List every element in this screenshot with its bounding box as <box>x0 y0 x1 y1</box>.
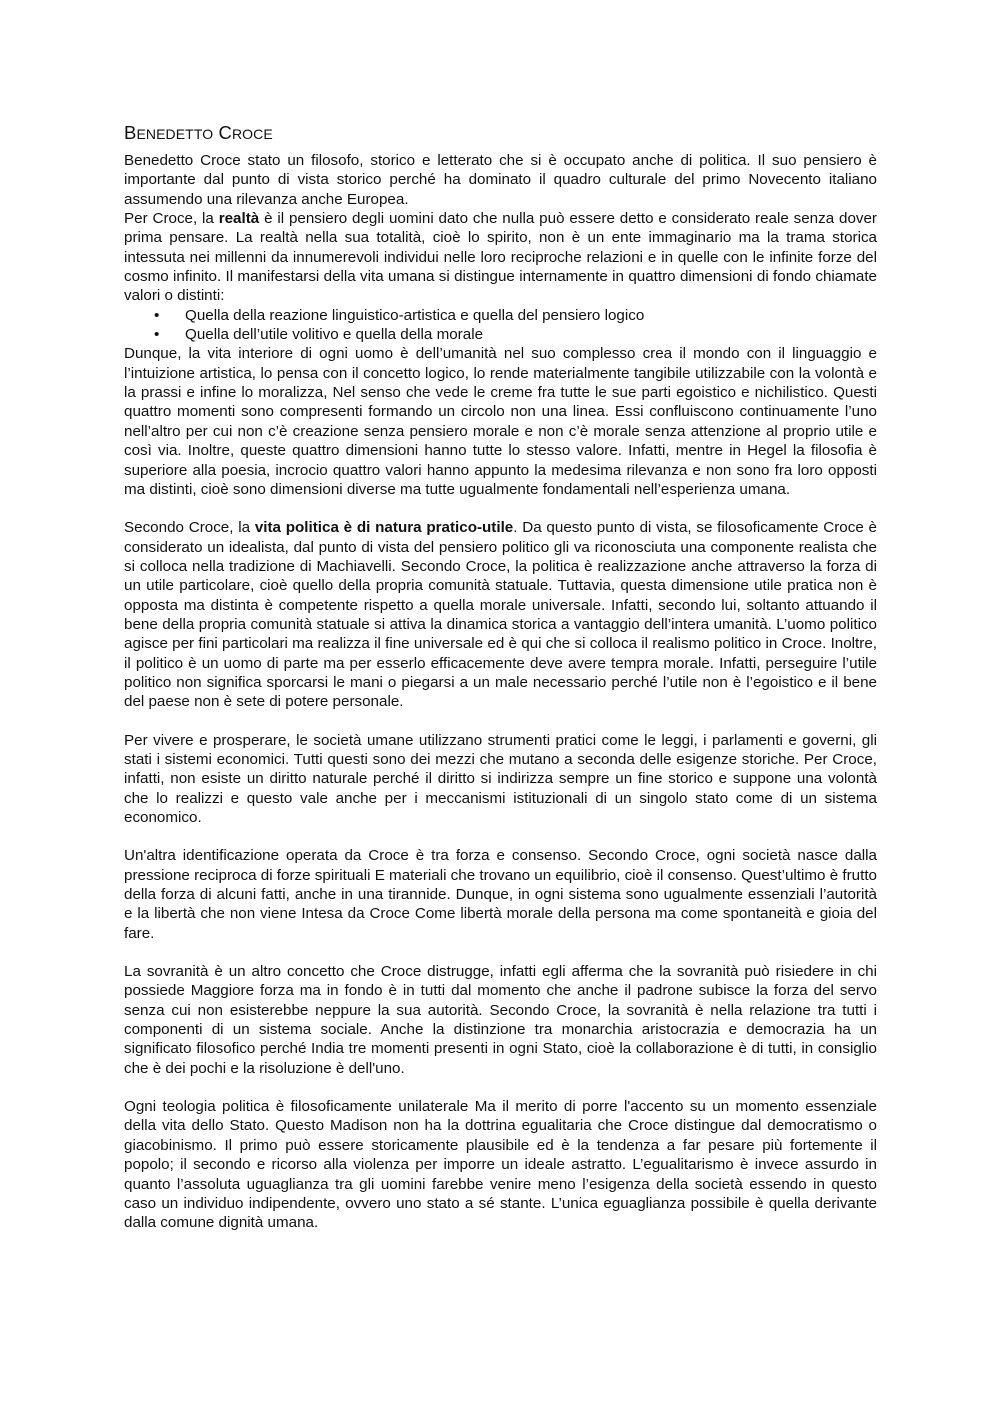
title-initial-c: C <box>218 122 232 143</box>
paragraph-sovranita: La sovranità è un altro concetto che Croce distrugge, infatti egli afferma che la sovranità può risiedere in chi possiede Maggiore forza ma in fondo è in tutti dal momento che anche il padrone subisce la forza del servo senza cui non esisterebbe neppure la sua autorità. Secondo Croce, la sovranità è nella relazione tra tutti i componenti di un sistema sociale. Anche la distinzione tra monarchia aristocrazia e democrazia ha un significato filosofico perché India tre momenti presenti in ogni Stato, cioè la collaborazione è di tutti, in consiglio che è dei pochi e la risoluzione è dell'uno. <box>124 963 877 1077</box>
paragraph-vita-politica <box>124 518 877 711</box>
title-rest-benedetto: ENEDETTO <box>136 126 214 142</box>
paragraph-gap <box>124 499 877 518</box>
paragraph-vita-politica-text-a: Secondo Croce, la <box>124 519 255 537</box>
bullet-icon: • <box>154 326 160 344</box>
term-realta: realtà <box>218 210 260 228</box>
title-initial-b: B <box>124 122 137 143</box>
paragraph-vita-interiore: Dunque, la vita interiore di ogni uomo è dell’umanità nel suo complesso crea il mondo con il linguaggio e l’intuizione artistica, lo pensa con il concetto logico, lo rende materialmente tangibile utilizzabile con la volontà e la prassi e infine lo moralizza, Nel senso che vede le creme fra tutte le sue parti egoistico e nichilistico. Questi quattro momenti sono compresenti formando un circolo non una linea. Essi confluiscono continuamente l’uno nell’altro per cui non c’è creazione senza pensiero morale e non c’è morale senza attenzione al proprio utile e così via. Inoltre, queste quattro dimensioni hanno tutte lo stesso valore. Infatti, mentre in Hegel la filosofia è superiore alla poesia, incrocio quattro valori hanno appunto la medesima rilevanza e non sono fra loro opposti ma distinti, cioè sono dimensioni diverse ma tutte ugualmente fondamentali nell’esperienza umana. <box>124 345 877 498</box>
distinti-list <box>124 306 877 345</box>
title-rest-croce: ROCE <box>231 126 273 142</box>
paragraph-forza-consenso: Un'altra identificazione operata da Croce è tra forza e consenso. Secondo Croce, ogni società nasce dalla pressione reciproca di forze spirituali E materiali che trovano un equilibrio, cioè il consenso. Quest’ultimo è frutto della forza di alcuni fatti, anche in una tirannide. Dunque, in ogni sistema sono ugualmente essenziali l’autorità e la libertà che non viene Intesa da Croce Come libertà morale della persona ma come spontaneità e gioia del fare. <box>124 847 877 942</box>
paragraph-gap <box>124 943 877 962</box>
paragraph-realta-text-a: Per Croce, la <box>124 210 219 228</box>
list-item-text: Quella dell’utile volitivo e quella della morale <box>185 326 484 344</box>
paragraph-realta <box>124 209 877 306</box>
bullet-icon: • <box>154 306 160 324</box>
paragraph-teologia-politica: Ogni teologia politica è filosoficamente unilaterale Ma il merito di porre l'accento su un momento essenziale della vita dello Stato. Questo Madison non ha la dottrina egualitaria che Croce distingue dal democratismo o giacobinismo. Il primo può essere storicamente plausibile ed è la tendenza a far pesare più fortemente il popolo; il secondo e ricorso alla violenza per imporre un ideale astratto. L’egualitarismo è invece assurdo in quanto l’assoluta uguaglianza tra gli uomini farebbe venire meno l’esigenza della società essendo in questo caso un individuo indipendente, ovvero uno stato a sé stante. L’unica eguaglianza possibile è quella derivante dalla comune dignità umana. <box>124 1098 877 1232</box>
paragraph-strumenti-pratici: Per vivere e prosperare, le società umane utilizzano strumenti pratici come le leggi, i parlamenti e governi, gli stati i sistemi economici. Tutti questi sono dei mezzi che mutano a seconda delle esigenze storiche. Per Croce, infatti, non esiste un diritto naturale perché il diritto si indirizza sempre un fine storico e suppone una volontà che lo realizzi e questo vale anche per i meccanismi istituzionali di un singolo stato come di un sistema economico. <box>124 731 877 826</box>
list-item-text: Quella della reazione linguistico-artistica e quella del pensiero logico <box>185 306 645 324</box>
paragraph-gap <box>124 712 877 731</box>
paragraph-gap <box>124 827 877 846</box>
paragraph-realta-text-b: è il pensiero degli uomini dato che nulla può essere detto e considerato reale senza dover prima pensare. La realtà nella sua totalità, cioè lo spirito, non è un ente immaginario ma la trama storica intessuta nei millenni da innumerevoli individui nelle loro reciproche relazioni e in quelle con le infinite forze del cosmo infinito. Il manifestarsi della vita umana si distingue internamente in quattro dimensioni di fondo chiamate valori o distinti: <box>124 210 877 305</box>
paragraph-intro: Benedetto Croce stato un filosofo, storico e letterato che si è occupato anche di politica. Il suo pensiero è importante dal punto di vista storico perché ha dominato il quadro culturale del primo Novecento italiano assumendo una rilevanza anche Europea. <box>124 152 877 208</box>
paragraph-vita-politica-text-b: . Da questo punto di vista, se filosoficamente Croce è considerato un idealista, dal punto di vista del pensiero politico gli va riconosciuta una componente realista che si colloca nella tradizione di Machiavelli. Secondo Croce, la politica è realizzazione anche attraverso la forza di un utile particolare, cioè quello della propria comunità statuale. Tuttavia, questa dimensione utile pratica non è opposta ma distinta è competente rispetto a quella morale universale. Infatti, secondo lui, soltanto attuando il bene della propria comunità statuale si attiva la dinamica storica a vantaggio dell’intera umanità. L’uomo politico agisce per fini particolari ma realizza il fine universale ed è qui che si colloca il realismo politico in Croce. Inoltre, il politico è un uomo di parte ma per esserlo efficacemente deve avere tempra morale. Infatti, perseguire l’utile politico non significa sporcarsi le mani o piegarsi a un male necessario perché l’utile non è l’egoistico e il bene del paese non è sete di potere personale. <box>124 519 877 711</box>
list-item <box>124 306 877 325</box>
paragraph-gap <box>124 1078 877 1097</box>
term-vita-politica: vita politica è di natura pratico-utile <box>254 519 514 537</box>
document-page <box>124 120 877 1233</box>
document-title <box>124 120 877 147</box>
list-item <box>124 325 877 344</box>
